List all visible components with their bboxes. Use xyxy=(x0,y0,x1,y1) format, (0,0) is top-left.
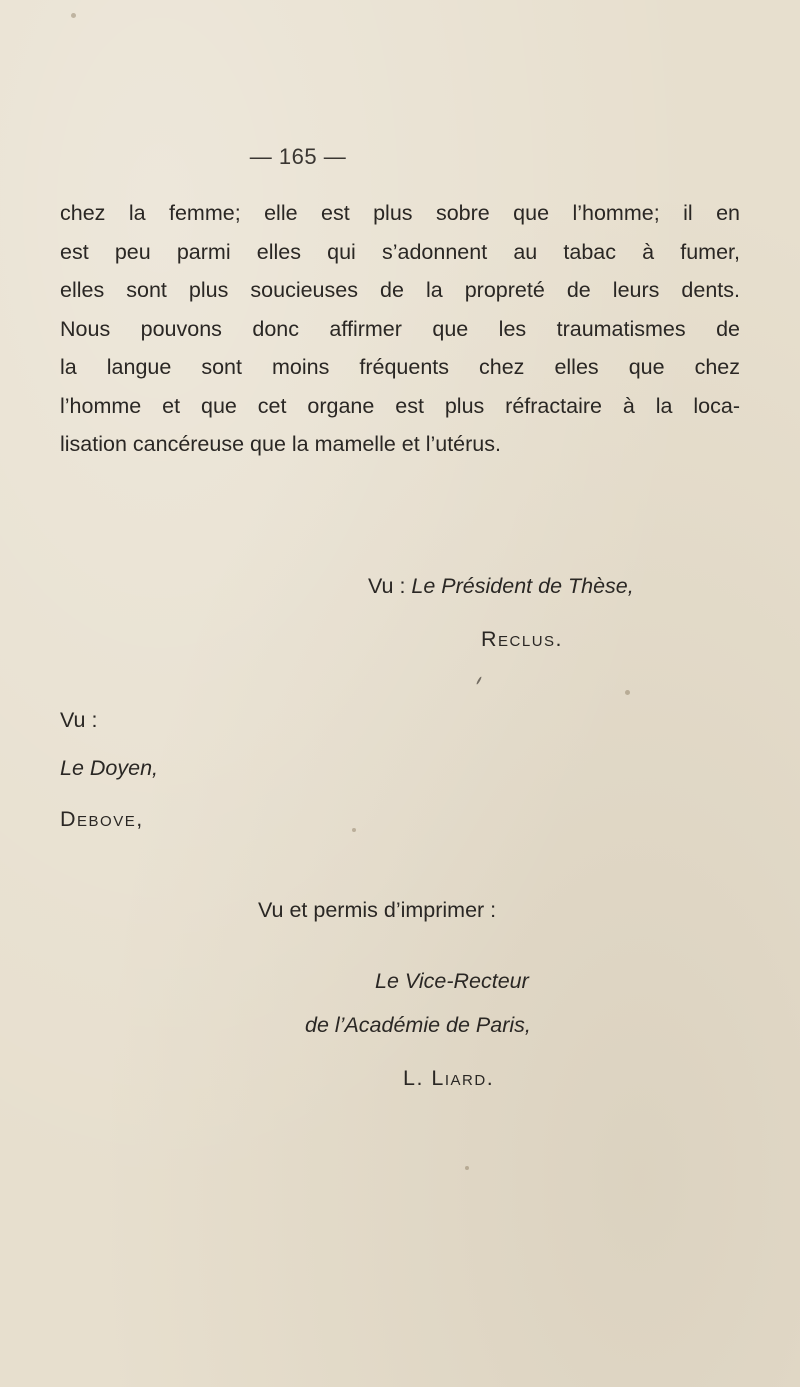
body-paragraph xyxy=(60,194,740,464)
dean-vu: Vu : xyxy=(60,708,98,732)
dean-name: Debove, xyxy=(60,807,144,831)
rector-title-line1: Le Vice-Recteur xyxy=(375,969,529,993)
president-vu: Vu : xyxy=(368,574,412,598)
paragraph-line: est peu parmi elles qui s’adonnent au tabac à fumer, xyxy=(60,239,740,264)
paper-speck xyxy=(352,828,356,832)
print-permit: Vu et permis d’imprimer : xyxy=(258,898,497,922)
paragraph-line: la langue sont moins fréquents chez elles que chez xyxy=(60,355,740,379)
paper-speck xyxy=(465,1166,469,1170)
paper-speck xyxy=(625,690,630,695)
page-number: — 165 — xyxy=(249,144,347,169)
president-approval xyxy=(368,574,634,599)
pen-mark xyxy=(476,676,482,685)
president-name: Reclus. xyxy=(481,627,564,651)
rector-name: L. Liard. xyxy=(403,1066,495,1090)
paper-speck xyxy=(71,13,76,18)
paragraph-line: l’homme et que cet organe est plus réfractaire à la loca- xyxy=(60,393,740,418)
dean-title: Le Doyen, xyxy=(60,756,159,780)
president-title: Le Président de Thèse, xyxy=(411,574,634,598)
paragraph-line: elles sont plus soucieuses de la propreté de leurs dents. xyxy=(60,278,740,302)
paragraph-line: lisation cancéreuse que la mamelle et l’utérus. xyxy=(60,432,501,456)
paragraph-line: chez la femme; elle est plus sobre que l’homme; il en xyxy=(60,201,740,225)
rector-title-line2: de l’Académie de Paris, xyxy=(305,1013,531,1037)
paragraph-line: Nous pouvons donc affirmer que les traumatismes de xyxy=(60,316,740,341)
